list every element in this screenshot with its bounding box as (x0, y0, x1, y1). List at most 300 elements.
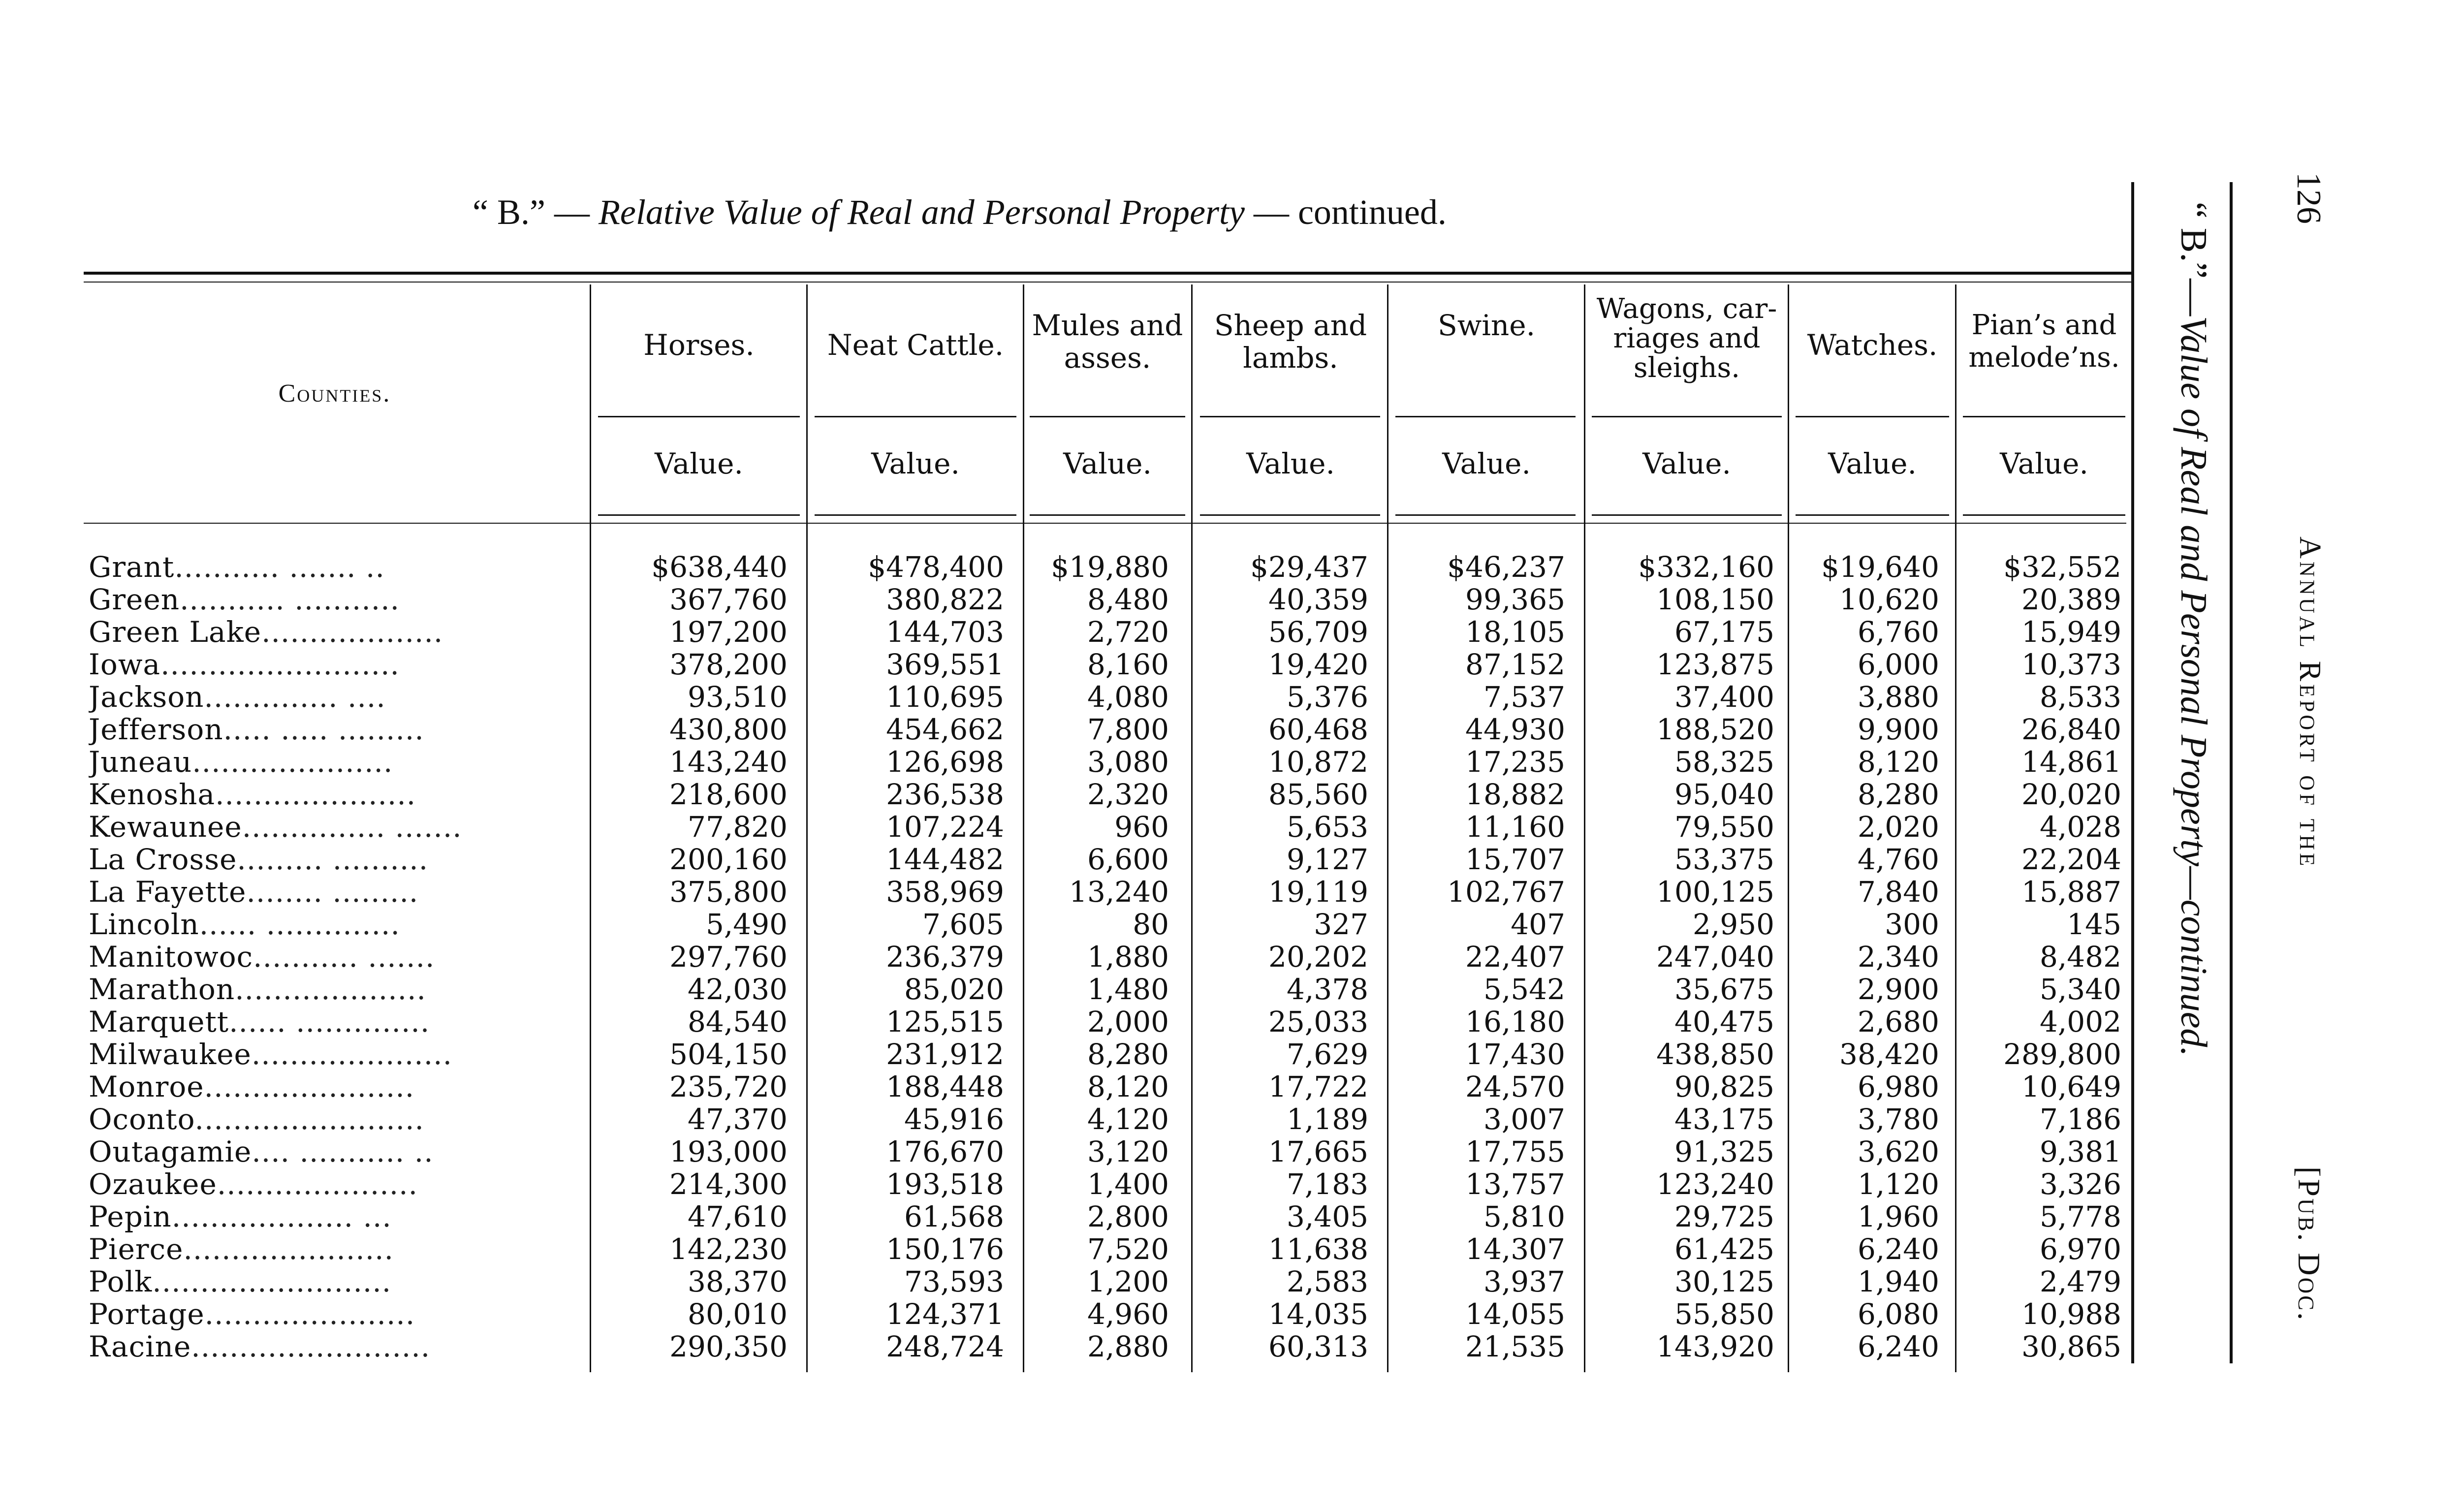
value-cell: 5,653 (1286, 810, 1368, 844)
value-cell: 218,600 (669, 778, 788, 811)
value-cell: 197,200 (669, 615, 788, 649)
leader-dots: .............. .... (204, 680, 386, 714)
value-cell: 8,482 (2039, 940, 2121, 974)
county-label: Manitowoc (89, 940, 253, 974)
value-cell: 90,825 (1674, 1070, 1774, 1103)
value-cell: 6,600 (1087, 843, 1169, 876)
value-cell: 6,240 (1857, 1330, 1939, 1363)
leader-dots: ......................... (160, 648, 400, 681)
county-label: Lincoln (89, 908, 199, 941)
leader-dots: ........................ (194, 1102, 424, 1136)
leader-dots: ...................... (183, 1232, 394, 1266)
value-cell: 42,030 (688, 973, 788, 1006)
value-cell: 38,370 (688, 1265, 788, 1298)
value-cell: 40,359 (1268, 583, 1368, 616)
leader-dots: ...... .............. (229, 1005, 430, 1039)
value-cell: 8,280 (1857, 778, 1939, 811)
value-cell: 1,400 (1087, 1167, 1169, 1201)
county-name (89, 875, 591, 909)
header-subrule (1395, 416, 1576, 417)
value-cell: 2,800 (1087, 1200, 1169, 1233)
county-name (89, 940, 591, 974)
value-cell: 2,880 (1087, 1330, 1169, 1363)
value-cell: 231,912 (886, 1038, 1004, 1071)
value-cell: 18,105 (1465, 615, 1565, 649)
value-cell: 7,520 (1087, 1232, 1169, 1266)
value-cell: 8,160 (1087, 648, 1169, 681)
value-cell: 61,425 (1674, 1232, 1774, 1266)
value-cell: 4,960 (1087, 1297, 1169, 1331)
county-label: La Crosse (89, 843, 237, 876)
value-cell: 22,204 (2021, 843, 2121, 876)
value-cell: 144,703 (886, 615, 1004, 649)
value-cell: 108,150 (1656, 583, 1774, 616)
value-cell: 30,865 (2021, 1330, 2121, 1363)
value-cell: 124,371 (886, 1297, 1004, 1331)
value-cell: 327 (1314, 908, 1368, 941)
column-header-swine: Swine. (1437, 309, 1536, 342)
value-cell: 77,820 (688, 810, 788, 844)
leader-dots: ........ ......... (246, 875, 419, 909)
header-bottom-rule (84, 523, 2126, 524)
running-title-italic: Value of Real and Personal Property—continued. (2173, 316, 2214, 1057)
county-label: Monroe (89, 1070, 204, 1103)
value-cell: 125,515 (886, 1005, 1004, 1039)
leader-dots: ........... ....... (253, 940, 435, 974)
value-cell: 10,872 (1268, 745, 1368, 779)
value-subrule (1200, 514, 1380, 516)
value-cell: 193,518 (886, 1167, 1004, 1201)
value-cell: 24,570 (1465, 1070, 1565, 1103)
table-row (89, 615, 2156, 648)
value-cell: 14,035 (1268, 1297, 1368, 1331)
value-cell: 4,002 (2039, 1005, 2121, 1039)
county-label: Pepin (89, 1200, 172, 1233)
value-cell: 1,480 (1087, 973, 1169, 1006)
county-name (89, 843, 591, 876)
county-label: Outagamie (89, 1135, 252, 1168)
value-cell: 7,605 (922, 908, 1004, 941)
table-row (89, 810, 2156, 843)
value-cell: 2,020 (1857, 810, 1939, 844)
value-cell: 26,840 (2021, 713, 2121, 746)
leader-dots: ......................... (191, 1330, 431, 1363)
value-cell: 30,125 (1674, 1265, 1774, 1298)
value-cell: 29,725 (1674, 1200, 1774, 1233)
county-name (89, 680, 591, 714)
value-cell: $638,440 (651, 550, 788, 584)
title-italic: Relative Value of Real and Personal Property (598, 192, 1245, 232)
value-cell: 504,150 (669, 1038, 788, 1071)
value-cell: 2,583 (1286, 1265, 1368, 1298)
value-cell: 60,313 (1268, 1330, 1368, 1363)
county-name (89, 810, 591, 844)
value-subrule (1395, 514, 1576, 516)
value-cell: 17,665 (1268, 1135, 1368, 1168)
value-cell: 188,448 (886, 1070, 1004, 1103)
value-cell: 1,120 (1857, 1167, 1939, 1201)
leader-dots: ...................... (204, 1297, 415, 1331)
value-cell: 56,709 (1268, 615, 1368, 649)
value-cell: 6,080 (1857, 1297, 1939, 1331)
column-header-mules: Mules and asses. (1032, 309, 1183, 375)
running-title-prefix: “ B.”— (2173, 202, 2214, 316)
value-cell: 142,230 (669, 1232, 788, 1266)
header-subrule (815, 416, 1016, 417)
value-cell: 8,280 (1087, 1038, 1169, 1071)
table-row (89, 778, 2156, 810)
value-cell: 8,533 (2039, 680, 2121, 714)
value-cell: 1,200 (1087, 1265, 1169, 1298)
value-cell: 107,224 (886, 810, 1004, 844)
value-cell: 35,675 (1674, 973, 1774, 1006)
table-row (89, 1232, 2156, 1265)
county-name (89, 1135, 591, 1168)
county-name (89, 583, 591, 616)
value-cell: 193,000 (669, 1135, 788, 1168)
value-cell: 5,778 (2039, 1200, 2121, 1233)
header-subrule (598, 416, 800, 417)
table-row (89, 745, 2156, 778)
report-heading: Annual Report of the (2293, 536, 2327, 869)
value-cell: 45,916 (904, 1102, 1004, 1136)
value-cell: 7,183 (1286, 1167, 1368, 1201)
value-cell: 13,240 (1069, 875, 1169, 909)
column-header-watches: Watches. (1807, 328, 1938, 362)
county-label: Green (89, 583, 180, 616)
table-row (89, 1200, 2156, 1232)
value-cell: 20,202 (1268, 940, 1368, 974)
value-cell: 960 (1114, 810, 1169, 844)
value-cell: 19,119 (1268, 875, 1368, 909)
value-cell: 22,407 (1465, 940, 1565, 974)
value-cell: 7,186 (2039, 1102, 2121, 1136)
county-name (89, 1102, 591, 1136)
value-cell: 2,680 (1857, 1005, 1939, 1039)
county-name (89, 1297, 591, 1331)
value-cell: 95,040 (1674, 778, 1774, 811)
value-cell: 93,510 (688, 680, 788, 714)
county-name (89, 778, 591, 811)
leader-dots: ..................... (192, 745, 393, 779)
table-row (89, 680, 2156, 713)
value-cell: 123,240 (1656, 1167, 1774, 1201)
value-cell: 3,405 (1286, 1200, 1368, 1233)
table-row (89, 713, 2156, 745)
value-cell: 21,535 (1465, 1330, 1565, 1363)
table-row (89, 940, 2156, 973)
value-cell: 1,189 (1286, 1102, 1368, 1136)
value-cell: 47,370 (688, 1102, 788, 1136)
value-cell: 85,020 (904, 973, 1004, 1006)
value-cell: 60,468 (1268, 713, 1368, 746)
value-cell: 17,755 (1465, 1135, 1565, 1168)
value-cell: 15,887 (2021, 875, 2121, 909)
page-number: 126 (2290, 172, 2328, 224)
value-cell: 1,940 (1857, 1265, 1939, 1298)
county-label: Juneau (89, 745, 192, 779)
value-cell: 145 (2067, 908, 2121, 941)
value-subrule (1030, 514, 1185, 516)
value-cell: 10,988 (2021, 1297, 2121, 1331)
value-cell: 20,389 (2021, 583, 2121, 616)
table-row (89, 1038, 2156, 1070)
value-cell: 6,760 (1857, 615, 1939, 649)
value-cell: 73,593 (904, 1265, 1004, 1298)
value-cell: 100,125 (1656, 875, 1774, 909)
value-cell: 6,980 (1857, 1070, 1939, 1103)
value-subrule (1592, 514, 1782, 516)
value-cell: 378,200 (669, 648, 788, 681)
header-subrule (1200, 416, 1380, 417)
value-cell: 236,379 (886, 940, 1004, 974)
county-name (89, 1232, 591, 1266)
county-name (89, 1200, 591, 1233)
leader-dots: ..................... (251, 1038, 453, 1071)
pub-doc-label: [Pub. Doc. (2292, 1166, 2327, 1323)
value-cell: 16,180 (1465, 1005, 1565, 1039)
value-subheader: Value. (871, 447, 960, 480)
value-cell: 13,757 (1465, 1167, 1565, 1201)
header-subrule (1592, 416, 1782, 417)
value-cell: 4,028 (2039, 810, 2121, 844)
table-row (89, 875, 2156, 908)
county-name (89, 713, 591, 746)
value-cell: 367,760 (669, 583, 788, 616)
value-cell: 17,430 (1465, 1038, 1565, 1071)
table-row (89, 973, 2156, 1005)
value-cell: 358,969 (886, 875, 1004, 909)
value-cell: 15,707 (1465, 843, 1565, 876)
county-label: Oconto (89, 1102, 195, 1136)
value-cell: 61,568 (904, 1200, 1004, 1233)
value-cell: 10,649 (2021, 1070, 2121, 1103)
table-row (89, 843, 2156, 875)
county-label: Marathon (89, 973, 235, 1006)
value-cell: 67,175 (1674, 615, 1774, 649)
value-cell: 380,822 (886, 583, 1004, 616)
value-cell: 11,638 (1268, 1232, 1368, 1266)
county-name (89, 1070, 591, 1103)
value-cell: 4,378 (1286, 973, 1368, 1006)
value-cell: 407 (1511, 908, 1565, 941)
leader-dots: .... ........... .. (252, 1135, 434, 1168)
column-header-horses: Horses. (643, 328, 755, 362)
value-cell: 6,000 (1857, 648, 1939, 681)
table-title (473, 192, 1447, 233)
value-cell: 43,175 (1674, 1102, 1774, 1136)
county-label: Polk (89, 1265, 153, 1298)
value-cell: 5,340 (2039, 973, 2121, 1006)
value-cell: 110,695 (886, 680, 1004, 714)
column-header-sheep: Sheep and lambs. (1214, 309, 1367, 375)
value-cell: 289,800 (2003, 1038, 2121, 1071)
value-cell: 123,875 (1656, 648, 1774, 681)
value-subrule (1796, 514, 1949, 516)
value-cell: 25,033 (1268, 1005, 1368, 1039)
value-cell: 5,542 (1483, 973, 1565, 1006)
table-row (89, 550, 2156, 583)
value-cell: 300 (1885, 908, 1939, 941)
value-cell: 7,840 (1857, 875, 1939, 909)
value-subheader: Value. (1063, 447, 1152, 480)
value-cell: $19,640 (1821, 550, 1939, 584)
value-cell: 214,300 (669, 1167, 788, 1201)
value-cell: 58,325 (1674, 745, 1774, 779)
value-cell: 20,020 (2021, 778, 2121, 811)
county-label: Kewaunee (89, 810, 242, 844)
county-name (89, 1167, 591, 1201)
running-title (2172, 202, 2215, 1056)
value-cell: 17,722 (1268, 1070, 1368, 1103)
value-cell: 8,480 (1087, 583, 1169, 616)
value-cell: 80 (1133, 908, 1169, 941)
leader-dots: ..................... (215, 778, 416, 811)
value-cell: 297,760 (669, 940, 788, 974)
value-cell: $29,437 (1250, 550, 1368, 584)
table-row (89, 1167, 2156, 1200)
value-cell: 55,850 (1674, 1297, 1774, 1331)
county-label: Jefferson (89, 713, 223, 746)
value-cell: 188,520 (1656, 713, 1774, 746)
value-cell: 14,861 (2021, 745, 2121, 779)
value-cell: 1,880 (1087, 940, 1169, 974)
table-row (89, 1005, 2156, 1038)
value-cell: 7,629 (1286, 1038, 1368, 1071)
value-cell: 3,007 (1483, 1102, 1565, 1136)
leader-dots: ........... ........... (180, 583, 400, 616)
value-cell: 8,120 (1857, 745, 1939, 779)
value-cell: 53,375 (1674, 843, 1774, 876)
value-cell: 47,610 (688, 1200, 788, 1233)
value-cell: 10,620 (1839, 583, 1939, 616)
leader-dots: .................... (235, 973, 426, 1006)
leader-dots: ......... .......... (237, 843, 429, 876)
county-label: Milwaukee (89, 1038, 252, 1071)
value-cell: 44,930 (1465, 713, 1565, 746)
value-subrule (815, 514, 1016, 516)
value-cell: 248,724 (886, 1330, 1004, 1363)
value-cell: 4,080 (1087, 680, 1169, 714)
leader-dots: ........... ....... .. (174, 550, 385, 584)
value-cell: 14,055 (1465, 1297, 1565, 1331)
county-label: Kenosha (89, 778, 216, 811)
value-cell: 6,970 (2039, 1232, 2121, 1266)
value-cell: 126,698 (886, 745, 1004, 779)
county-name (89, 550, 591, 584)
county-label: Marquett (89, 1005, 229, 1039)
column-header-wagons: Wagons, car-riages and sleighs. (1596, 293, 1777, 384)
value-cell: 3,620 (1857, 1135, 1939, 1168)
title-suffix: — continued. (1244, 192, 1447, 232)
county-name (89, 648, 591, 681)
table-row (89, 1330, 2156, 1362)
value-cell: 3,080 (1087, 745, 1169, 779)
value-cell: 144,482 (886, 843, 1004, 876)
county-name (89, 973, 591, 1006)
leader-dots: ...... .............. (199, 908, 400, 941)
value-cell: 10,373 (2021, 648, 2121, 681)
value-cell: 40,475 (1674, 1005, 1774, 1039)
table-row (89, 908, 2156, 940)
value-cell: 200,160 (669, 843, 788, 876)
value-cell: 3,326 (2039, 1167, 2121, 1201)
leader-dots: ..................... (217, 1167, 418, 1201)
value-cell: 150,176 (886, 1232, 1004, 1266)
value-cell: $478,400 (868, 550, 1004, 584)
value-cell: 5,376 (1286, 680, 1368, 714)
column-header-neat-cattle: Neat Cattle. (827, 328, 1004, 362)
value-cell: 87,152 (1465, 648, 1565, 681)
value-cell: 85,560 (1268, 778, 1368, 811)
county-label: Portage (89, 1297, 205, 1331)
value-subheader: Value. (1642, 447, 1731, 480)
value-subheader: Value. (2000, 447, 2088, 480)
value-cell: 369,551 (886, 648, 1004, 681)
value-cell: 290,350 (669, 1330, 788, 1363)
value-cell: 235,720 (669, 1070, 788, 1103)
value-cell: 2,340 (1857, 940, 1939, 974)
county-label: Green Lake (89, 615, 262, 649)
value-cell: 91,325 (1674, 1135, 1774, 1168)
value-cell: $32,552 (2003, 550, 2121, 584)
value-cell: 99,365 (1465, 583, 1565, 616)
leader-dots: ............... ....... (242, 810, 462, 844)
counties-header: Counties. (278, 379, 391, 408)
value-cell: 15,949 (2021, 615, 2121, 649)
value-cell: 143,240 (669, 745, 788, 779)
table-row (89, 1070, 2156, 1102)
value-cell: 236,538 (886, 778, 1004, 811)
value-cell: 375,800 (669, 875, 788, 909)
county-label: Grant (89, 550, 175, 584)
value-cell: 454,662 (886, 713, 1004, 746)
value-subheader: Value. (1442, 447, 1531, 480)
value-cell: 143,920 (1656, 1330, 1774, 1363)
county-label: Jackson (89, 680, 204, 714)
value-cell: 7,537 (1483, 680, 1565, 714)
county-label: Iowa (89, 648, 161, 681)
value-cell: 19,420 (1268, 648, 1368, 681)
value-cell: 4,760 (1857, 843, 1939, 876)
county-name (89, 1265, 591, 1298)
value-cell: 3,120 (1087, 1135, 1169, 1168)
table-row (89, 583, 2156, 615)
value-cell: 1,960 (1857, 1200, 1939, 1233)
value-cell: 247,040 (1656, 940, 1774, 974)
leader-dots: ................... ... (171, 1200, 392, 1233)
value-cell: 79,550 (1674, 810, 1774, 844)
column-header-pianos: Pian’s and melode’ns. (1968, 309, 2120, 374)
leader-dots: ..... ..... ......... (223, 713, 424, 746)
value-cell: 38,420 (1839, 1038, 1939, 1071)
table-row (89, 1135, 2156, 1167)
value-cell: 8,120 (1087, 1070, 1169, 1103)
leader-dots: ...................... (204, 1070, 415, 1103)
value-cell: 2,950 (1692, 908, 1774, 941)
value-cell: 3,780 (1857, 1102, 1939, 1136)
top-thin-rule (84, 282, 2131, 283)
county-name (89, 745, 591, 779)
county-label: Ozaukee (89, 1167, 217, 1201)
title-prefix: “ B.” — (473, 192, 599, 232)
value-cell: 17,235 (1465, 745, 1565, 779)
value-cell: 9,381 (2039, 1135, 2121, 1168)
value-cell: 176,670 (886, 1135, 1004, 1168)
value-cell: 5,490 (705, 908, 788, 941)
value-cell: 102,767 (1447, 875, 1565, 909)
value-cell: 438,850 (1656, 1038, 1774, 1071)
